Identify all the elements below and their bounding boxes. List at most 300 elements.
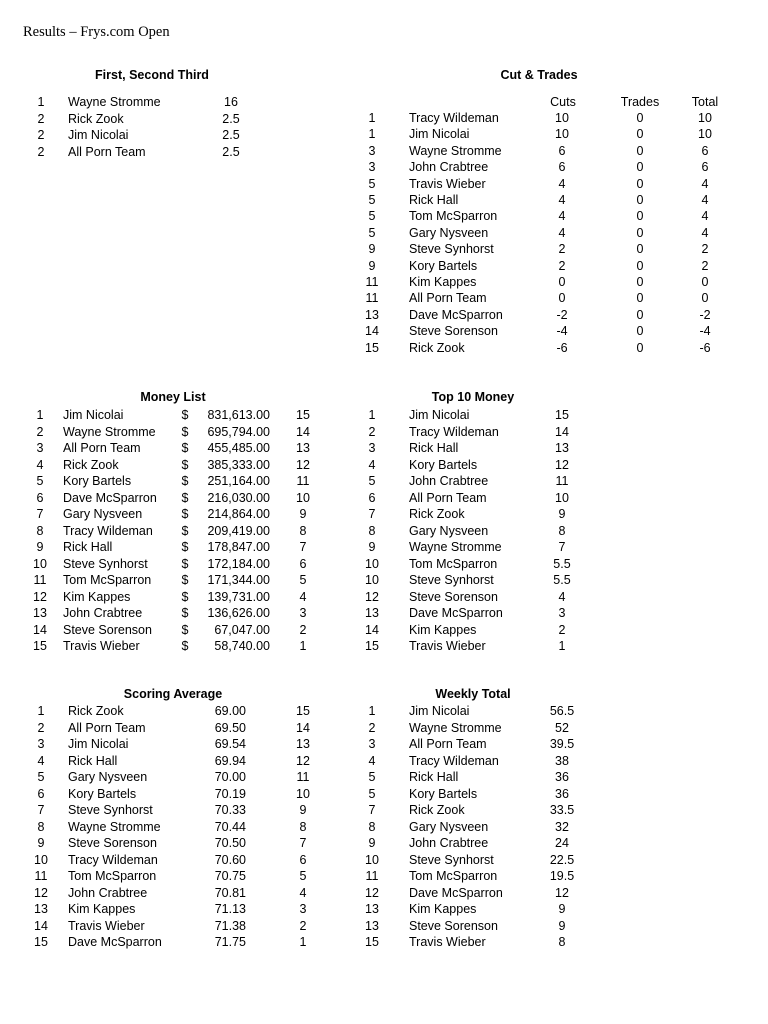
player-name: Gary Nysveen	[63, 507, 143, 521]
points: 13	[296, 737, 310, 751]
rank: 10	[34, 852, 48, 867]
player-name: Steve Sorenson	[68, 836, 157, 850]
rank: 13	[33, 606, 47, 620]
points: 7	[558, 540, 566, 554]
player-name: Gary Nysveen	[409, 225, 489, 240]
money-amount: 136,626.00	[207, 606, 270, 620]
trades-value: 0	[636, 340, 644, 355]
rank: 3	[37, 737, 45, 751]
currency-symbol: $	[181, 474, 189, 488]
rank: 2	[37, 144, 45, 159]
player-name: Travis Wieber	[409, 935, 486, 949]
cuts-value: 6	[558, 143, 566, 158]
scoring-average-value: 69.50	[214, 720, 246, 735]
cuts-value: 0	[558, 291, 566, 306]
points: 15	[555, 408, 569, 422]
top10-money-row	[0, 407, 768, 423]
top10-money-row	[0, 490, 768, 506]
player-name: Rick Hall	[409, 770, 459, 784]
points: 14	[555, 424, 569, 439]
scoring-average-value: 70.60	[214, 852, 246, 867]
trades-column-header: Trades	[620, 95, 660, 109]
points: 2.5	[222, 144, 240, 159]
money-amount: 455,485.00	[207, 441, 270, 455]
rank: 12	[34, 885, 48, 900]
rank: 5	[368, 474, 376, 488]
rank: 1	[368, 704, 376, 718]
weekly-total-row	[0, 786, 768, 802]
rank: 7	[368, 803, 376, 817]
currency-symbol: $	[181, 540, 189, 554]
points: 3	[558, 606, 566, 620]
cuts-value: 4	[558, 209, 566, 224]
rank: 4	[36, 457, 44, 472]
points: 10	[296, 490, 310, 505]
trades-value: 0	[636, 291, 644, 306]
rank: 6	[368, 490, 376, 505]
rank: 10	[365, 573, 379, 587]
currency-symbol: $	[181, 639, 189, 653]
rank: 4	[368, 753, 376, 768]
player-name: Travis Wieber	[409, 639, 486, 653]
total-value: 10	[698, 111, 712, 125]
cuts-value: 6	[558, 160, 566, 175]
player-name: Rick Zook	[63, 457, 119, 472]
player-name: Dave McSparron	[409, 307, 503, 322]
rank: 5	[368, 786, 376, 801]
weekly-total-row	[0, 852, 768, 868]
total-column-header: Total	[691, 95, 719, 109]
scoring-average-value: 70.19	[214, 786, 246, 801]
cut-trades-row	[0, 143, 768, 159]
rank: 6	[36, 490, 44, 505]
player-name: Kim Kappes	[409, 275, 477, 289]
player-name: Rick Zook	[409, 340, 465, 355]
points: 8	[299, 819, 307, 834]
weekly-total-row	[0, 934, 768, 950]
money-amount: 695,794.00	[207, 424, 270, 439]
rank: 10	[33, 556, 47, 571]
player-name: John Crabtree	[68, 885, 148, 900]
player-name: Steve Sorenson	[409, 324, 498, 339]
cuts-value: 2	[558, 258, 566, 273]
weekly-total-value: 19.5	[549, 869, 575, 883]
money-amount: 216,030.00	[207, 490, 270, 505]
weekly-total-row	[0, 703, 768, 719]
total-value: 0	[701, 291, 709, 306]
scoring-average-value: 70.33	[214, 803, 246, 817]
points: 3	[299, 606, 307, 620]
player-name: Steve Sorenson	[409, 589, 498, 604]
trades-value: 0	[636, 258, 644, 273]
player-name: Gary Nysveen	[68, 770, 148, 784]
points: 13	[555, 441, 569, 455]
cuts-value: 4	[558, 176, 566, 191]
top10-money-row	[0, 556, 768, 572]
trades-value: 0	[636, 127, 644, 142]
rank: 14	[34, 918, 48, 933]
weekly-total-row	[0, 736, 768, 752]
cut-trades-row	[0, 323, 768, 339]
rank: 11	[365, 275, 379, 289]
currency-symbol: $	[181, 441, 189, 455]
player-name: Jim Nicolai	[68, 737, 129, 751]
cuts-value: -4	[556, 324, 568, 339]
player-name: Jim Nicolai	[409, 704, 470, 718]
trades-value: 0	[636, 209, 644, 224]
rank: 12	[365, 885, 379, 900]
first-second-third-title: First, Second Third	[95, 68, 209, 82]
scoring-average-value: 70.81	[214, 885, 246, 900]
rank: 2	[36, 424, 44, 439]
cuts-value: 0	[558, 275, 566, 289]
rank: 3	[36, 441, 44, 455]
player-name: All Porn Team	[409, 291, 487, 306]
rank: 1	[368, 127, 376, 142]
trades-value: 0	[636, 324, 644, 339]
trades-value: 0	[636, 176, 644, 191]
points: 14	[296, 720, 310, 735]
trades-value: 0	[636, 242, 644, 257]
points: 9	[299, 803, 307, 817]
rank: 13	[365, 307, 379, 322]
trades-value: 0	[636, 111, 644, 125]
total-value: 4	[701, 225, 709, 240]
rank: 11	[365, 291, 379, 306]
player-name: Tracy Wildeman	[409, 111, 499, 125]
rank: 10	[365, 852, 379, 867]
total-value: -6	[699, 340, 711, 355]
money-amount: 831,613.00	[207, 408, 270, 422]
rank: 7	[37, 803, 45, 817]
top10-money-row	[0, 589, 768, 605]
points: 16	[224, 95, 238, 109]
cuts-value: -6	[556, 340, 568, 355]
player-name: Tom McSparron	[409, 869, 498, 883]
cut-trades-row	[0, 307, 768, 323]
player-name: Tracy Wildeman	[68, 852, 158, 867]
total-value: 4	[701, 193, 709, 207]
cuts-column-header: Cuts	[550, 95, 576, 109]
cut-trades-row	[0, 258, 768, 274]
rank: 8	[368, 523, 376, 538]
rank: 1	[37, 95, 45, 109]
weekly-total-value: 32	[555, 819, 569, 834]
player-name: Tracy Wildeman	[409, 753, 499, 768]
total-value: -4	[699, 324, 711, 339]
top10-money-row	[0, 523, 768, 539]
points: 8	[299, 523, 307, 538]
player-name: Kim Kappes	[63, 589, 131, 604]
player-name: Kory Bartels	[409, 786, 478, 801]
player-name: Steve Synhorst	[409, 852, 494, 867]
player-name: Rick Zook	[68, 704, 124, 718]
rank: 10	[365, 556, 379, 571]
cut-trades-row	[0, 241, 768, 257]
points: 14	[296, 424, 310, 439]
weekly-total-value: 36	[555, 770, 569, 784]
rank: 2	[368, 424, 376, 439]
trades-value: 0	[636, 307, 644, 322]
points: 2.5	[222, 128, 240, 142]
points: 2	[558, 622, 566, 637]
rank: 12	[33, 589, 47, 604]
cuts-value: 10	[555, 127, 569, 142]
player-name: Rick Zook	[68, 111, 124, 126]
rank: 9	[368, 242, 376, 257]
rank: 5	[368, 176, 376, 191]
cut-trades-row	[0, 126, 768, 142]
scoring-average-value: 70.00	[214, 770, 246, 784]
currency-symbol: $	[181, 424, 189, 439]
weekly-total-value: 9	[558, 902, 566, 916]
points: 2.5	[222, 111, 240, 126]
cut-trades-row	[0, 340, 768, 356]
rank: 4	[37, 753, 45, 768]
currency-symbol: $	[181, 606, 189, 620]
top10-money-row	[0, 424, 768, 440]
points: 5.5	[553, 556, 571, 571]
weekly-total-row	[0, 885, 768, 901]
total-value: 6	[701, 143, 709, 158]
player-name: Rick Hall	[63, 540, 113, 554]
points: 10	[555, 490, 569, 505]
cut-trades-row	[0, 225, 768, 241]
scoring-average-value: 69.00	[214, 704, 246, 718]
cuts-value: 4	[558, 225, 566, 240]
rank: 2	[37, 111, 45, 126]
rank: 9	[36, 540, 44, 554]
player-name: Dave McSparron	[63, 490, 157, 505]
points: 4	[558, 589, 566, 604]
player-name: Kim Kappes	[409, 902, 477, 916]
points: 15	[296, 408, 310, 422]
rank: 8	[36, 523, 44, 538]
player-name: All Porn Team	[409, 490, 487, 505]
cut-trades-row	[0, 110, 768, 126]
top10-money-row	[0, 622, 768, 638]
points: 3	[299, 902, 307, 916]
player-name: Jim Nicolai	[68, 128, 129, 142]
points: 9	[299, 507, 307, 521]
rank: 5	[368, 209, 376, 224]
points: 6	[299, 852, 307, 867]
rank: 13	[365, 902, 379, 916]
player-name: John Crabtree	[409, 160, 489, 175]
scoring-average-value: 71.75	[214, 935, 246, 949]
player-name: Wayne Stromme	[409, 143, 502, 158]
currency-symbol: $	[181, 622, 189, 637]
player-name: Wayne Stromme	[68, 95, 161, 109]
player-name: Kim Kappes	[68, 902, 136, 916]
player-name: Tom McSparron	[409, 209, 498, 224]
points: 12	[555, 457, 569, 472]
money-amount: 171,344.00	[207, 573, 270, 587]
player-name: Kory Bartels	[409, 258, 478, 273]
player-name: Gary Nysveen	[409, 523, 489, 538]
money-amount: 209,419.00	[207, 523, 270, 538]
cuts-value: -2	[556, 307, 568, 322]
player-name: Wayne Stromme	[409, 540, 502, 554]
cuts-value: 10	[555, 111, 569, 125]
player-name: Steve Synhorst	[409, 242, 494, 257]
weekly-total-row	[0, 720, 768, 736]
player-name: Travis Wieber	[68, 918, 145, 933]
rank: 15	[365, 639, 379, 653]
weekly-total-value: 52	[555, 720, 569, 735]
total-value: -2	[699, 307, 711, 322]
scoring-average-title: Scoring Average	[123, 687, 223, 701]
money-amount: 385,333.00	[207, 457, 270, 472]
rank: 9	[37, 836, 45, 850]
player-name: Dave McSparron	[409, 606, 503, 620]
money-list-title: Money List	[140, 390, 206, 404]
top10-money-row	[0, 539, 768, 555]
player-name: Steve Synhorst	[409, 573, 494, 587]
trades-value: 0	[636, 225, 644, 240]
scoring-average-value: 70.75	[214, 869, 246, 883]
player-name: Gary Nysveen	[409, 819, 489, 834]
weekly-total-title: Weekly Total	[435, 687, 511, 701]
points: 7	[299, 836, 307, 850]
rank: 4	[368, 457, 376, 472]
rank: 3	[368, 160, 376, 175]
player-name: Wayne Stromme	[68, 819, 161, 834]
top10-money-row	[0, 506, 768, 522]
total-value: 4	[701, 209, 709, 224]
rank: 1	[37, 704, 45, 718]
weekly-total-row	[0, 769, 768, 785]
player-name: John Crabtree	[63, 606, 143, 620]
points: 13	[296, 441, 310, 455]
points: 4	[299, 589, 307, 604]
currency-symbol: $	[181, 589, 189, 604]
weekly-total-row	[0, 901, 768, 917]
points: 6	[299, 556, 307, 571]
weekly-total-row	[0, 918, 768, 934]
rank: 15	[34, 935, 48, 949]
cut-trades-row	[0, 192, 768, 208]
weekly-total-value: 56.5	[549, 704, 575, 718]
rank: 14	[365, 622, 379, 637]
rank: 3	[368, 441, 376, 455]
rank: 11	[365, 869, 379, 883]
currency-symbol: $	[181, 490, 189, 505]
total-value: 0	[701, 275, 709, 289]
player-name: Steve Sorenson	[409, 918, 498, 933]
rank: 13	[34, 902, 48, 916]
scoring-average-value: 69.94	[214, 753, 246, 768]
rank: 9	[368, 258, 376, 273]
weekly-total-value: 38	[555, 753, 569, 768]
player-name: Tom McSparron	[63, 573, 152, 587]
rank: 5	[368, 225, 376, 240]
player-name: Rick Zook	[409, 803, 465, 817]
money-amount: 214,864.00	[207, 507, 270, 521]
total-value: 2	[701, 242, 709, 257]
rank: 1	[368, 111, 376, 125]
rank: 9	[368, 540, 376, 554]
player-name: Wayne Stromme	[63, 424, 156, 439]
cut-trades-row	[0, 274, 768, 290]
points: 2	[299, 622, 307, 637]
top10-money-row	[0, 638, 768, 654]
points: 11	[296, 474, 310, 488]
rank: 5	[36, 474, 44, 488]
rank: 6	[37, 786, 45, 801]
player-name: John Crabtree	[409, 836, 489, 850]
weekly-total-section	[0, 687, 768, 957]
weekly-total-row	[0, 835, 768, 851]
player-name: Tom McSparron	[409, 556, 498, 571]
top10-money-row	[0, 605, 768, 621]
points: 5	[299, 869, 307, 883]
player-name: Travis Wieber	[63, 639, 140, 653]
cut-trades-row	[0, 176, 768, 192]
player-name: Wayne Stromme	[409, 720, 502, 735]
points: 11	[555, 474, 569, 488]
total-value: 10	[698, 127, 712, 142]
points: 11	[296, 770, 310, 784]
rank: 8	[368, 819, 376, 834]
rank: 11	[34, 869, 48, 883]
currency-symbol: $	[181, 507, 189, 521]
weekly-total-value: 24	[555, 836, 569, 850]
weekly-total-value: 39.5	[549, 737, 575, 751]
weekly-total-value: 36	[555, 786, 569, 801]
rank: 3	[368, 143, 376, 158]
player-name: Jim Nicolai	[409, 127, 470, 142]
weekly-total-value: 8	[558, 935, 566, 949]
money-amount: 251,164.00	[207, 474, 270, 488]
player-name: All Porn Team	[68, 144, 146, 159]
player-name: Steve Sorenson	[63, 622, 152, 637]
rank: 1	[36, 408, 44, 422]
player-name: Steve Synhorst	[63, 556, 148, 571]
top10-money-row	[0, 473, 768, 489]
total-value: 4	[701, 176, 709, 191]
points: 10	[296, 786, 310, 801]
cut-trades-row	[0, 159, 768, 175]
top10-money-row	[0, 572, 768, 588]
points: 2	[299, 918, 307, 933]
player-name: Jim Nicolai	[409, 408, 470, 422]
rank: 5	[368, 193, 376, 207]
rank: 13	[365, 918, 379, 933]
scoring-average-value: 70.44	[214, 819, 246, 834]
currency-symbol: $	[181, 457, 189, 472]
player-name: Rick Hall	[409, 193, 459, 207]
rank: 5	[37, 770, 45, 784]
scoring-average-value: 71.38	[214, 918, 246, 933]
trades-value: 0	[636, 143, 644, 158]
player-name: John Crabtree	[409, 474, 489, 488]
rank: 5	[368, 770, 376, 784]
rank: 1	[368, 408, 376, 422]
top10-money-section	[0, 390, 768, 660]
points: 15	[296, 704, 310, 718]
money-amount: 178,847.00	[207, 540, 270, 554]
total-value: 2	[701, 258, 709, 273]
player-name: Dave McSparron	[68, 935, 162, 949]
rank: 3	[368, 737, 376, 751]
rank: 9	[368, 836, 376, 850]
points: 1	[299, 935, 307, 949]
weekly-total-row	[0, 802, 768, 818]
cuts-value: 4	[558, 193, 566, 207]
currency-symbol: $	[181, 573, 189, 587]
scoring-average-value: 71.13	[214, 902, 246, 916]
